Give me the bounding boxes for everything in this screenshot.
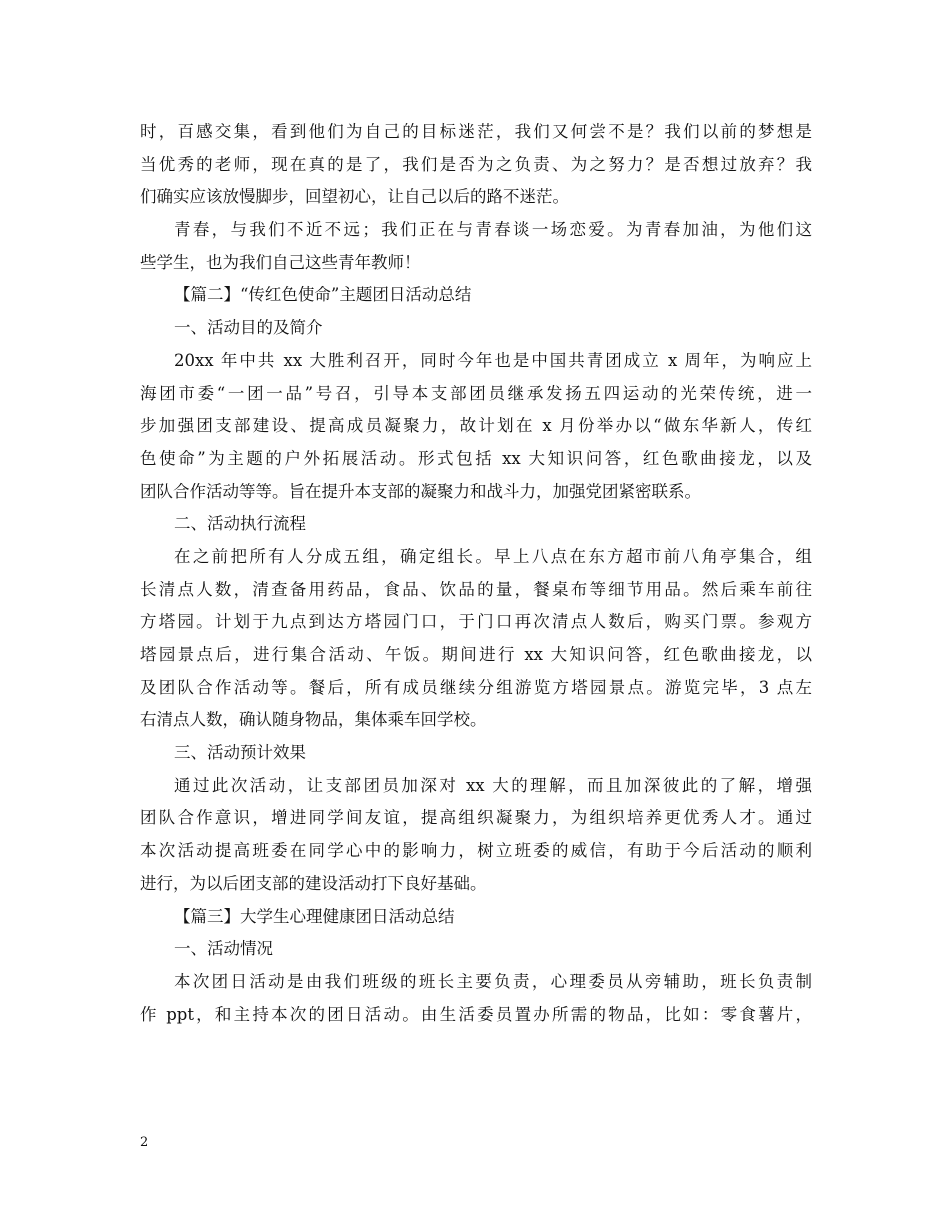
paragraph-line: 团队合作意识，增进同学间友谊，提高组织凝聚力，为组织培养更优秀人才。通过 — [140, 808, 812, 828]
paragraph-line: 塔园景点后，进行集合活动、午饭。期间进行 xx 大知识问答，红色歌曲接龙，以 — [140, 645, 812, 664]
paragraph-line: 青春，与我们不近不远；我们正在与青春谈一场恋爱。为青春加油，为他们这 — [174, 220, 812, 240]
page-number: 2 — [140, 1135, 149, 1150]
paragraph-line: 海团市委“一团一品”号召，引导本支部团员继承发扬五四运动的光荣传统，进一 — [140, 383, 812, 403]
paragraph-line: 步加强团支部建设、提高成员凝聚力，故计划在 x 月份举办以“做东华新人，传红 — [140, 416, 812, 436]
paragraph-line: 作 ppt，和主持本次的团日活动。由生活委员置办所需的物品，比如：零食薯片， — [140, 1004, 812, 1024]
subsection-heading: 三、活动预计效果 — [174, 743, 306, 763]
subsection-heading: 一、活动目的及简介 — [174, 318, 323, 338]
paragraph-line: 时，百感交集，看到他们为自己的目标迷茫，我们又何尝不是？我们以前的梦想是 — [140, 122, 812, 141]
subsection-heading: 一、活动情况 — [174, 939, 273, 959]
paragraph-line: 长清点人数，清查备用药品，食品、饮品的量，餐桌布等细节用品。然后乘车前往 — [140, 579, 812, 599]
paragraph-line: 进行，为以后团支部的建设活动打下良好基础。 — [140, 873, 487, 893]
paragraph-line: 当优秀的老师，现在真的是了，我们是否为之负责、为之努力？是否想过放弃？我 — [140, 154, 812, 174]
paragraph-line: 本次活动提高班委在同学心中的影响力，树立班委的威信，有助于今后活动的顺利 — [140, 841, 812, 861]
paragraph-line: 本次团日活动是由我们班级的班长主要负责，心理委员从旁辅助，班长负责制 — [174, 971, 812, 991]
document-body — [140, 116, 812, 1031]
paragraph-line: 20xx 年中共 xx 大胜利召开，同时今年也是中国共青团成立 x 周年，为响应上 — [174, 350, 812, 370]
paragraph-line: 通过此次活动，让支部团员加深对 xx 大的理解，而且加深彼此的了解，增强 — [174, 775, 812, 795]
paragraph-line: 及团队合作活动等。餐后，所有成员继续分组游览方塔园景点。游览完毕，3 点左 — [140, 677, 812, 697]
paragraph-line: 色使命”为主题的户外拓展活动。形式包括 xx 大知识问答，红色歌曲接龙，以及 — [140, 448, 812, 468]
paragraph-line: 右清点人数，确认随身物品，集体乘车回学校。 — [140, 710, 487, 730]
subsection-heading: 二、活动执行流程 — [174, 514, 306, 534]
section-heading: 【篇二】“传红色使命”主题团日活动总结 — [174, 285, 472, 305]
section-heading: 【篇三】大学生心理健康团日活动总结 — [174, 906, 455, 926]
paragraph-line: 团队合作活动等等。旨在提升本支部的凝聚力和战斗力，加强党团紧密联系。 — [140, 481, 701, 501]
paragraph-line: 们确实应该放慢脚步，回望初心，让自己以后的路不迷茫。 — [140, 187, 569, 207]
paragraph-line: 些学生，也为我们自己这些青年教师！ — [140, 252, 421, 272]
paragraph-line: 在之前把所有人分成五组，确定组长。早上八点在东方超市前八角亭集合，组 — [174, 546, 812, 566]
paragraph-line: 方塔园。计划于九点到达方塔园门口，于门口再次清点人数后，购买门票。参观方 — [140, 612, 812, 632]
